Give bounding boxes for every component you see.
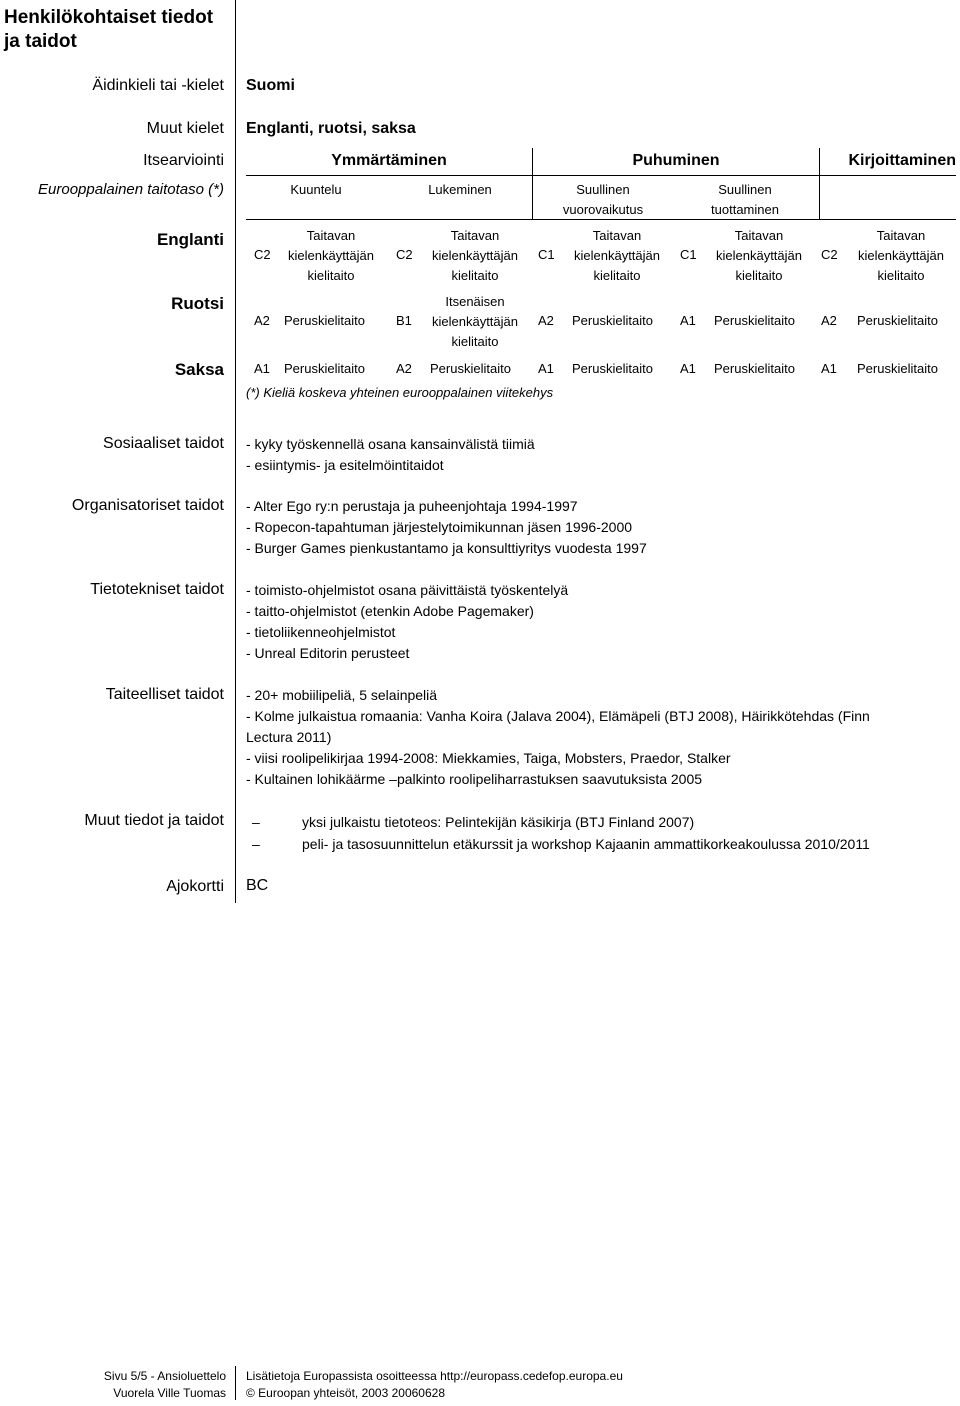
label-self-assessment: Itsearviointi bbox=[143, 152, 224, 169]
label-mother-tongue: Äidinkieli tai -kielet bbox=[92, 77, 224, 94]
social-list bbox=[246, 434, 535, 476]
header-understanding: Ymmärtäminen bbox=[331, 152, 447, 169]
level-desc: Peruskielitaito bbox=[572, 361, 653, 376]
subheader-rule bbox=[246, 219, 956, 220]
list-item: - 20+ mobiilipeliä, 5 selainpeliä bbox=[246, 687, 438, 703]
subheader-interaction: Suullinen vuorovaikutus bbox=[562, 182, 644, 217]
level-desc: Peruskielitaito bbox=[284, 313, 365, 328]
level-code: A1 bbox=[680, 313, 696, 328]
level-code: A1 bbox=[680, 361, 696, 376]
label-artistic: Taiteelliset taidot bbox=[105, 686, 224, 703]
level-desc: Taitavan kielenkäyttäjän kielitaito bbox=[716, 228, 802, 283]
level-desc: Peruskielitaito bbox=[284, 361, 365, 376]
level-desc: Taitavan kielenkäyttäjän kielitaito bbox=[858, 228, 944, 283]
level-code: B1 bbox=[396, 313, 412, 328]
level-desc: Peruskielitaito bbox=[714, 361, 795, 376]
footer-divider bbox=[235, 1366, 236, 1400]
footer-info: Lisätietoja Europassista osoitteessa http://europass.cedefop.europa.eu bbox=[246, 1369, 623, 1383]
header-separator bbox=[532, 148, 533, 220]
header-writing: Kirjoittaminen bbox=[848, 152, 956, 169]
subheader-production: Suullinen tuottaminen bbox=[711, 182, 779, 217]
list-item: - taitto-ohjelmistot (etenkin Adobe Pagemaker) bbox=[246, 603, 534, 619]
label-driving: Ajokortti bbox=[166, 878, 224, 895]
label-other-languages: Muut kielet bbox=[146, 120, 224, 137]
level-desc: Taitavan kielenkäyttäjän kielitaito bbox=[574, 228, 660, 283]
dash-bullet: – bbox=[252, 814, 260, 830]
level-code: C2 bbox=[821, 247, 838, 262]
language-name: Englanti bbox=[156, 230, 224, 249]
footer-name: Vuorela Ville Tuomas bbox=[113, 1386, 226, 1400]
list-item bbox=[252, 833, 870, 855]
level-code: A2 bbox=[254, 313, 270, 328]
level-code: A2 bbox=[538, 313, 554, 328]
mother-tongue-value: Suomi bbox=[246, 77, 295, 94]
level-code: A1 bbox=[254, 361, 270, 376]
driving-licence-value: BC bbox=[246, 877, 269, 894]
list-item: - Kolme julkaistua romaania: Vanha Koira (Jalava 2004), Elämäpeli (BTJ 2008), Häirikkötehdas (Finn bbox=[246, 708, 870, 724]
level-desc: Taitavan kielenkäyttäjän kielitaito bbox=[432, 228, 518, 283]
label-other: Muut tiedot ja taidot bbox=[84, 812, 224, 829]
footer-copyright: © Euroopan yhteisöt, 2003 20060628 bbox=[246, 1386, 445, 1400]
level-desc: Itsenäisen kielenkäyttäjän kielitaito bbox=[432, 294, 518, 349]
other-languages-value: Englanti, ruotsi, saksa bbox=[246, 120, 416, 137]
list-item-text: yksi julkaistu tietoteos: Pelintekijän käsikirja (BTJ Finland 2007) bbox=[302, 814, 695, 830]
level-code: C2 bbox=[254, 247, 271, 262]
list-item: - Kultainen lohikäärme –palkinto roolipeliharrastuksen saavutuksista 2005 bbox=[246, 771, 703, 787]
list-item: Lectura 2011) bbox=[246, 729, 332, 745]
column-divider bbox=[235, 0, 236, 903]
level-code: C2 bbox=[396, 247, 413, 262]
header-separator bbox=[819, 148, 820, 220]
dash-bullet: – bbox=[252, 836, 260, 852]
list-item: - esiintymis- ja esitelmöintitaidot bbox=[246, 457, 444, 473]
table-footnote: (*) Kieliä koskeva yhteinen eurooppalainen viitekehys bbox=[246, 385, 554, 400]
header-rule bbox=[246, 175, 956, 176]
list-item bbox=[252, 811, 870, 833]
subheader-listening: Kuuntelu bbox=[290, 182, 342, 197]
section-title: Henkilökohtaiset tiedot ja taidot bbox=[4, 7, 214, 52]
level-code: A1 bbox=[821, 361, 837, 376]
organisational-list bbox=[246, 496, 647, 559]
level-code: A2 bbox=[396, 361, 412, 376]
artistic-list bbox=[246, 685, 870, 790]
level-code: A2 bbox=[821, 313, 837, 328]
technical-list bbox=[246, 580, 568, 664]
level-desc: Peruskielitaito bbox=[857, 313, 938, 328]
level-desc: Peruskielitaito bbox=[714, 313, 795, 328]
footer-right bbox=[246, 1368, 623, 1402]
list-item: - kyky työskennellä osana kansainvälistä tiimiä bbox=[246, 436, 535, 452]
list-item: - viisi roolipelikirjaa 1994-2008: Miekkamies, Taiga, Mobsters, Praedor, Stalker bbox=[246, 750, 731, 766]
level-code: C1 bbox=[538, 247, 555, 262]
label-technical: Tietotekniset taidot bbox=[90, 581, 224, 598]
label-european-level: Eurooppalainen taitotaso (*) bbox=[38, 181, 224, 198]
level-desc: Taitavan kielenkäyttäjän kielitaito bbox=[288, 228, 374, 283]
header-speaking: Puhuminen bbox=[632, 152, 720, 169]
list-item: - Unreal Editorin perusteet bbox=[246, 645, 410, 661]
language-name: Ruotsi bbox=[171, 294, 224, 313]
other-list bbox=[252, 811, 870, 855]
level-desc: Peruskielitaito bbox=[572, 313, 653, 328]
level-code: A1 bbox=[538, 361, 554, 376]
list-item: - tietoliikenneohjelmistot bbox=[246, 624, 396, 640]
footer-page: Sivu 5/5 - Ansioluettelo bbox=[103, 1369, 226, 1383]
label-social: Sosiaaliset taidot bbox=[103, 435, 224, 452]
level-desc: Peruskielitaito bbox=[857, 361, 938, 376]
label-organisational: Organisatoriset taidot bbox=[71, 497, 224, 514]
list-item: - Burger Games pienkustantamo ja konsulttiyritys vuodesta 1997 bbox=[246, 540, 647, 556]
language-name: Saksa bbox=[174, 360, 224, 379]
level-code: C1 bbox=[680, 247, 697, 262]
list-item: - Alter Ego ry:n perustaja ja puheenjohtaja 1994-1997 bbox=[246, 498, 578, 514]
footer-left bbox=[0, 1368, 226, 1402]
list-item-text: peli- ja tasosuunnittelun etäkurssit ja workshop Kajaanin ammattikorkeakoulussa 2010/2011 bbox=[302, 836, 870, 852]
subheader-reading: Lukeminen bbox=[428, 182, 492, 197]
level-desc: Peruskielitaito bbox=[430, 361, 511, 376]
list-item: - Ropecon-tapahtuman järjestelytoimikunnan jäsen 1996-2000 bbox=[246, 519, 633, 535]
list-item: - toimisto-ohjelmistot osana päivittäistä työskentelyä bbox=[246, 582, 569, 598]
